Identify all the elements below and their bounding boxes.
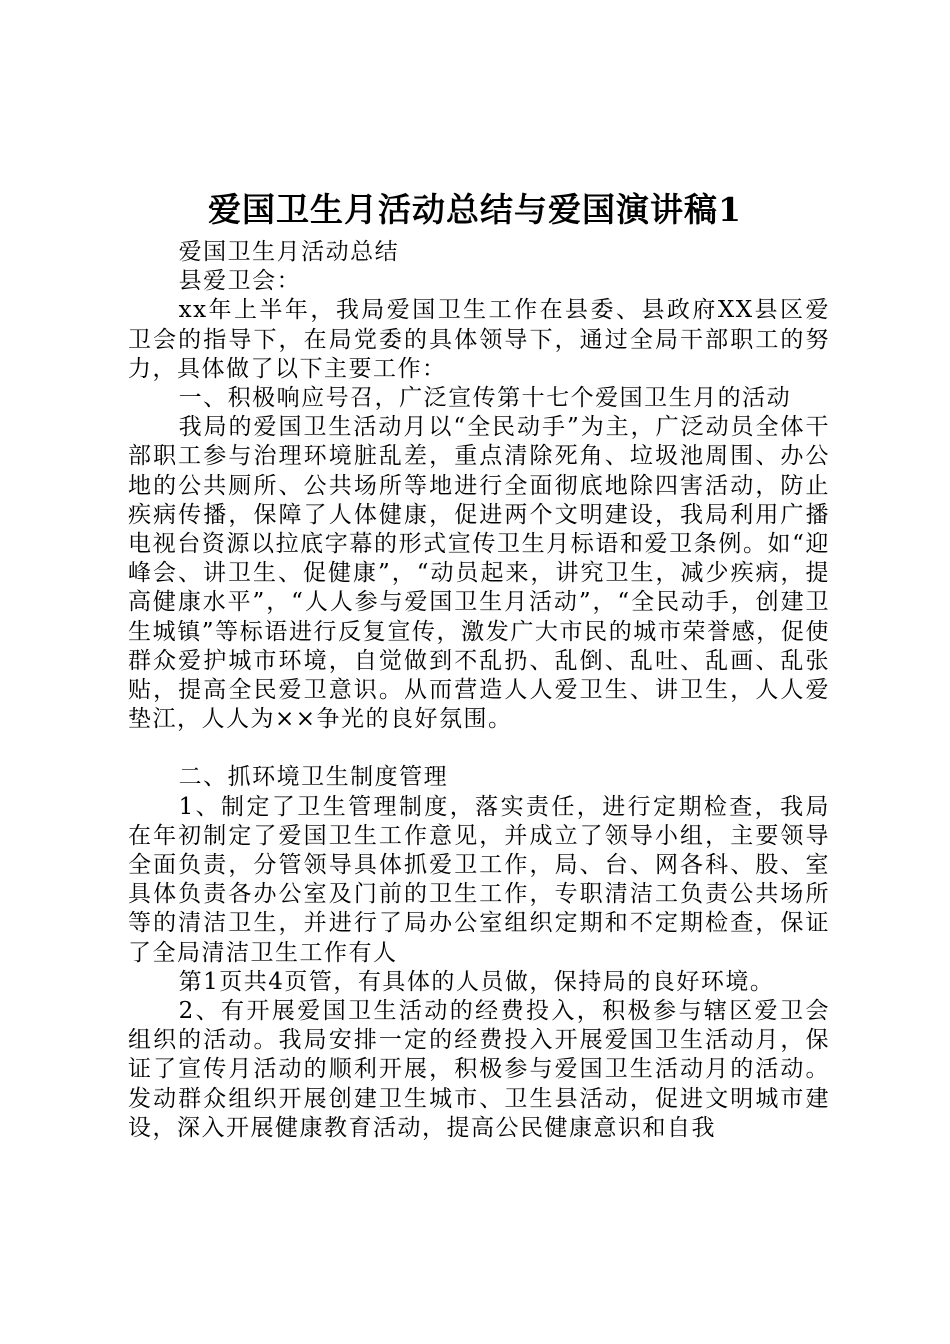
paragraph: 我局的爱国卫生活动月以“全民动手”为主，广泛动员全体干部职工参与治理环境脏乱差，重点清除死角、垃圾池周围、办公地的公共厕所、公共场所等地进行全面彻底地除四害活动，防止疾病传播，保障了人体健康，促进两个文明建设，我局利用广播电视台资源以拉底字幕的形式宣传卫生月标语和爱卫条例。如“迎峰会、讲卫生、促健康”，“动员起来，讲究卫生，减少疾病，提高健康水平”，“人人参与爱国卫生月活动”，“全民动手，创建卫生城镇”等标语进行反复宣传，激发广大市民的城市荣誉感，促使群众爱护城市环境，自觉做到不乱扔、乱倒、乱吐、乱画、乱张贴，提高全民爱卫意识。从而营造人人爱卫生、讲卫生，人人爱垫江，人人为××争光的良好氛围。 <box>128 414 830 733</box>
document-body <box>128 238 830 1143</box>
blank-line <box>128 734 830 763</box>
section-heading: 二、抓环境卫生制度管理 <box>178 764 449 791</box>
paragraph: 第1页共4页管，有具体的人员做，保持局的良好环境。 <box>178 968 775 995</box>
paragraph: 2、有开展爱国卫生活动的经费投入，积极参与辖区爱卫会组织的活动。我局安排一定的经费投入开展爱国卫生活动月，保证了宣传月活动的顺利开展，积极参与爱国卫生活动月的活动。发动群众组织开展创建卫生城市、卫生县活动，促进文明城市建设，深入开展健康教育活动，提高公民健康意识和自我 <box>128 998 830 1141</box>
paragraph: xx年上半年，我局爱国卫生工作在县委、县政府XX县区爱卫会的指导下，在局党委的具体领导下，通过全局干部职工的努力，具体做了以下主要工作： <box>128 297 830 382</box>
salutation: 县爱卫会： <box>178 268 302 295</box>
document-title: 爱国卫生月活动总结与爱国演讲稿1 <box>208 190 742 229</box>
paragraph: 1、制定了卫生管理制度，落实责任，进行定期检查，我局在年初制定了爱国卫生工作意见，并成立了领导小组，主要领导全面负责，分管领导具体抓爱卫工作，局、台、网各科、股、室具体负责各办公室及门前的卫生工作，专职清洁工负责公共场所等的清洁卫生，并进行了局办公室组织定期和不定期检查，保证了全局清洁卫生工作有人 <box>128 793 830 966</box>
section-heading: 一、积极响应号召，广泛宣传第十七个爱国卫生月的活动 <box>178 385 792 412</box>
section-heading: 爱国卫生月活动总结 <box>178 239 400 265</box>
